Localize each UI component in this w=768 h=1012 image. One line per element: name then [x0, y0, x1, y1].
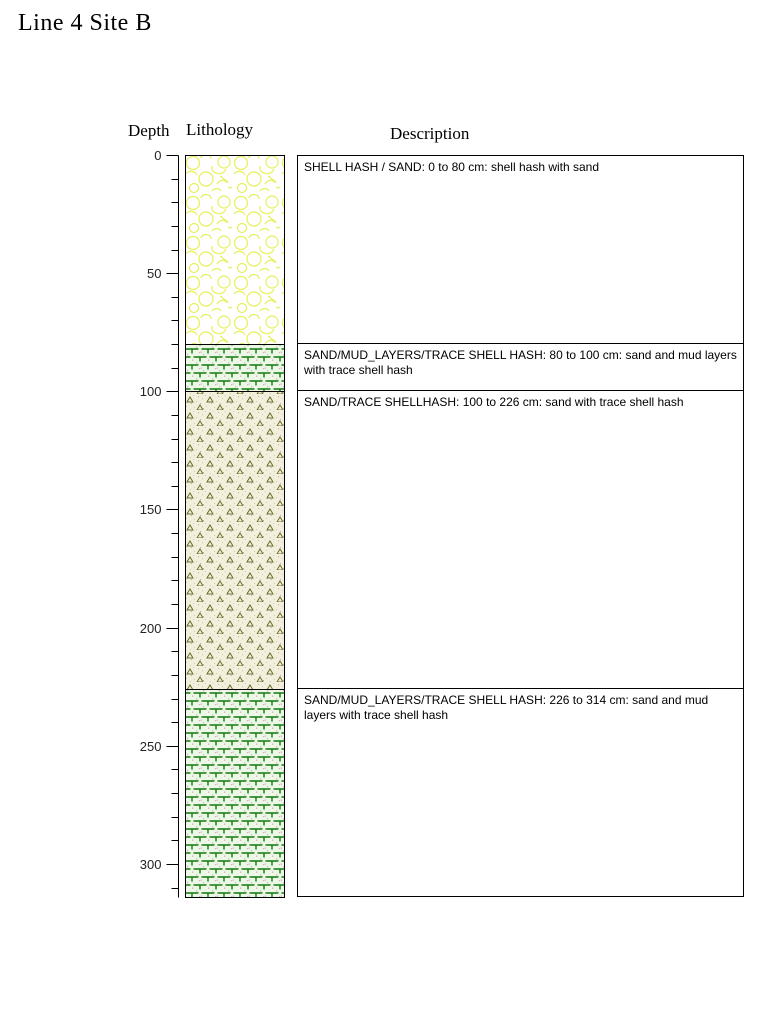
lithology-interval-shell-hash: [186, 156, 285, 345]
lithology-interval-sand: [186, 392, 285, 690]
description-box: [297, 390, 744, 689]
depth-tick-label: 50: [147, 266, 162, 281]
description-box: [297, 343, 744, 391]
depth-tick-label: 150: [139, 502, 162, 517]
description-column-header: Description: [390, 124, 470, 143]
depth-column-header: Depth: [128, 121, 170, 140]
lithology-column-header: Lithology: [186, 120, 254, 139]
depth-tick-label: 0: [154, 148, 162, 163]
depth-axis: [100, 148, 184, 908]
description-column: [297, 155, 745, 899]
lithology-interval-sand-mud-layers: [186, 345, 285, 392]
page-title: Line 4 Site B: [18, 10, 152, 36]
depth-tick-label: 200: [139, 621, 162, 636]
description-text: SAND/TRACE SHELLHASH: 100 to 226 cm: sand with trace shell hash: [304, 395, 684, 409]
description-text: SAND/MUD_LAYERS/TRACE SHELL HASH: 80 to 100 cm: sand and mud layers with trace shell hash: [304, 348, 737, 377]
depth-tick-label: 300: [139, 857, 162, 872]
description-box: [297, 688, 744, 897]
depth-tick-label: 100: [139, 384, 162, 399]
description-box: [297, 155, 744, 344]
lithology-column: [184, 154, 286, 900]
depth-tick-label: 250: [139, 739, 162, 754]
description-text: SAND/MUD_LAYERS/TRACE SHELL HASH: 226 to 314 cm: sand and mud layers with trace shell hash: [304, 693, 709, 722]
description-text: SHELL HASH / SAND: 0 to 80 cm: shell hash with sand: [304, 160, 600, 174]
lithology-interval-sand-mud-layers: [186, 690, 285, 898]
